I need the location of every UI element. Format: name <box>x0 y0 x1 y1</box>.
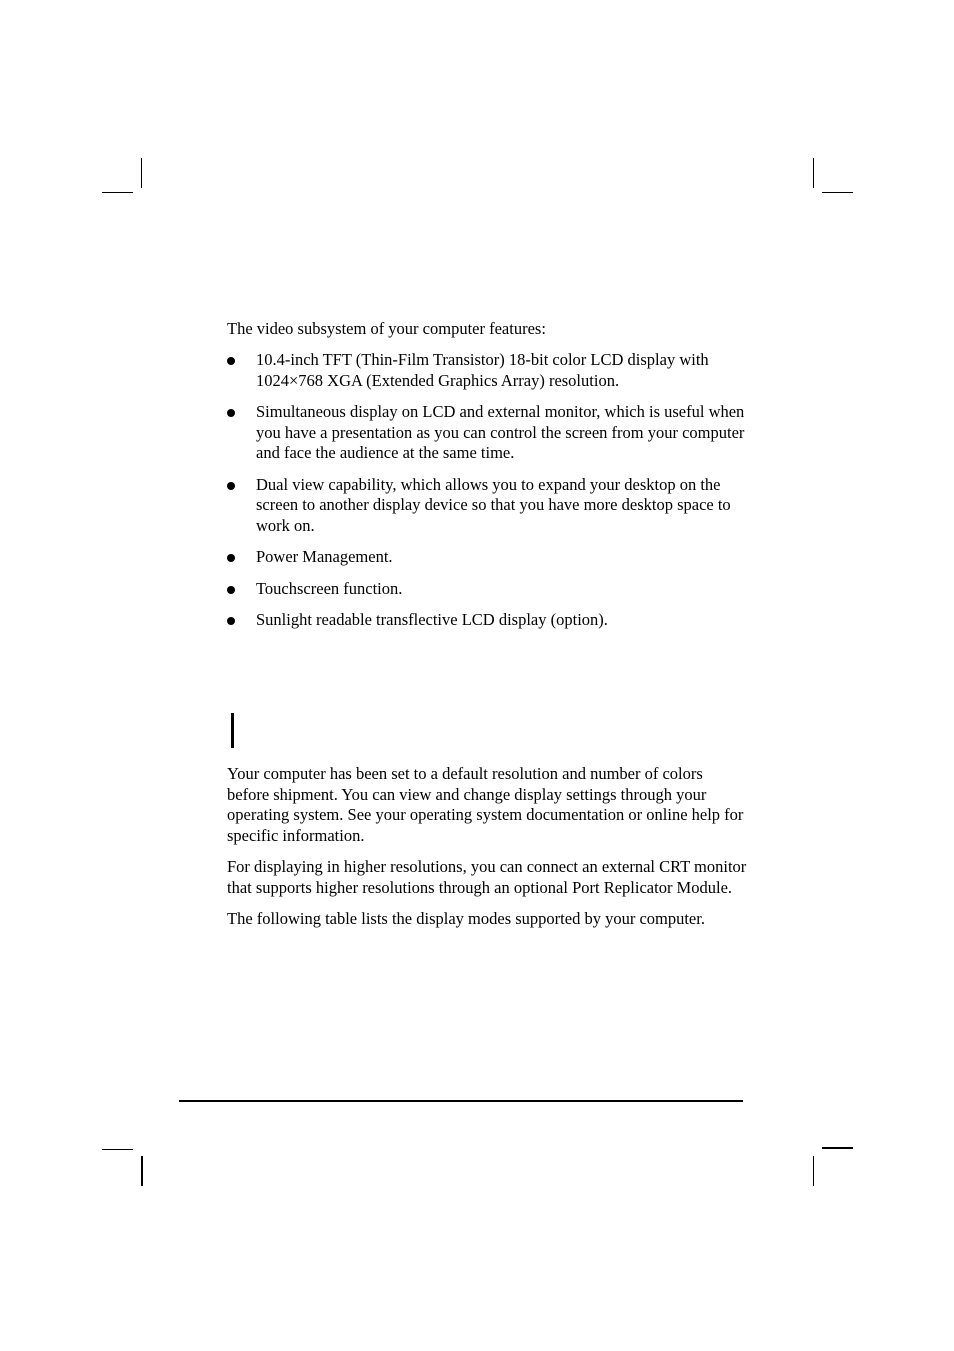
list-item-text: Sunlight readable transflective LCD display (option). <box>256 610 608 629</box>
bullet-icon <box>227 409 235 417</box>
crop-mark-top-left-vertical <box>141 158 142 188</box>
list-item-text: Dual view capability, which allows you to expand your desktop on the screen to another display device so that you have more desktop space to work on. <box>256 474 731 535</box>
bullet-icon <box>227 482 235 490</box>
list-item <box>227 350 747 391</box>
intro-text: The video subsystem of your computer features: <box>227 319 546 338</box>
list-item-text: Simultaneous display on LCD and external monitor, which is useful when you have a presentation as you can control the screen from your computer and face the audience at the same time. <box>256 402 745 462</box>
crop-mark-bottom-right-horizontal <box>822 1147 853 1149</box>
crop-mark-bottom-right-vertical <box>813 1156 814 1186</box>
crop-mark-top-right-horizontal <box>822 192 853 193</box>
list-item-text: Power Management. <box>256 547 393 566</box>
crop-mark-top-right-vertical <box>813 158 814 188</box>
crop-mark-top-left-horizontal <box>102 192 133 193</box>
crop-mark-bottom-left-horizontal <box>102 1149 133 1150</box>
list-item <box>227 547 747 568</box>
body-paragraph: For displaying in higher resolutions, you can connect an external CRT monitor that supports higher resolutions through an optional Port Replicator Module. <box>227 857 747 897</box>
feature-list <box>227 350 747 642</box>
body-section <box>227 764 747 941</box>
section-marker-bar <box>231 713 234 748</box>
bullet-icon <box>227 617 235 625</box>
body-paragraph: Your computer has been set to a default resolution and number of colors before shipment. You can view and change display settings through your operating system. See your operating system documentation or online help for specific information. <box>227 764 744 845</box>
body-paragraph: The following table lists the display modes supported by your computer. <box>227 909 705 928</box>
bullet-icon <box>227 554 235 562</box>
list-item <box>227 610 747 631</box>
bullet-icon <box>227 357 235 365</box>
bullet-icon <box>227 586 235 594</box>
list-item <box>227 579 747 600</box>
list-item <box>227 402 747 464</box>
crop-mark-bottom-left-vertical <box>141 1156 143 1186</box>
footer-rule <box>179 1100 743 1102</box>
list-item <box>227 475 747 537</box>
list-item-text: Touchscreen function. <box>256 578 403 598</box>
list-item-text: 10.4-inch TFT (Thin-Film Transistor) 18-bit color LCD display with 1024×768 XGA (Extended Graphics Array) resolution. <box>256 350 709 390</box>
